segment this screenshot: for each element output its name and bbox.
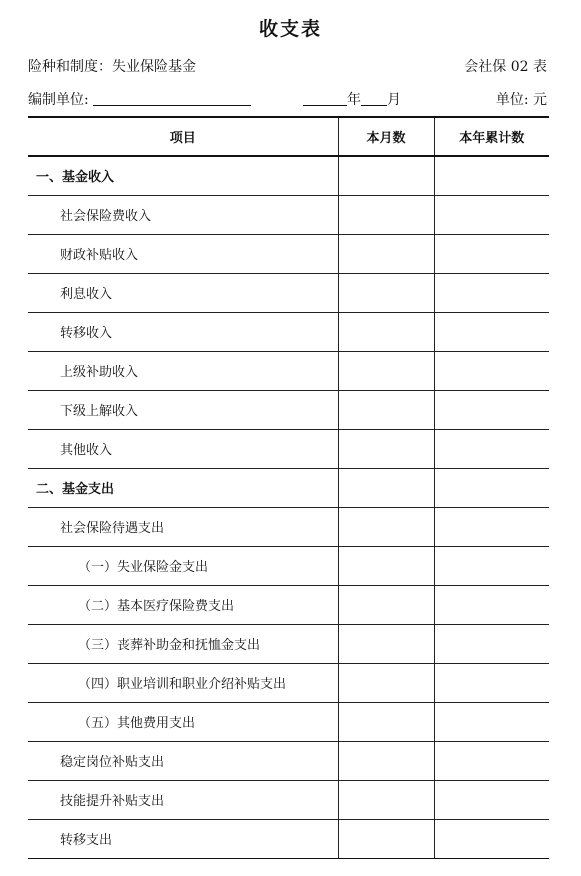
this-month-cell[interactable] [338,585,434,624]
year-to-date-cell[interactable] [434,390,549,429]
year-to-date-cell[interactable] [434,273,549,312]
table-row [28,234,549,273]
row-label: （四）职业培训和职业介绍补贴支出 [28,663,338,702]
header-year-to-date: 本年累计数 [434,117,549,156]
page-title: 收支表 [258,18,322,40]
year-to-date-cell[interactable] [434,702,549,741]
row-label: 社会保险费收入 [28,195,338,234]
this-month-cell[interactable] [338,156,434,195]
table-row [28,663,549,702]
reporting-unit-blank[interactable] [93,91,251,106]
this-month-cell[interactable] [338,390,434,429]
this-month-cell[interactable] [338,663,434,702]
year-to-date-cell[interactable] [434,234,549,273]
insurance-type-line [28,56,196,76]
form-code: 会社保 02 表 [464,59,547,75]
year-to-date-cell[interactable] [434,156,549,195]
table-row [28,585,549,624]
row-label: （一）失业保险金支出 [28,546,338,585]
this-month-cell[interactable] [338,741,434,780]
this-month-cell[interactable] [338,312,434,351]
row-label: 稳定岗位补贴支出 [28,741,338,780]
table-row [28,741,549,780]
table-row [28,429,549,468]
year-to-date-cell[interactable] [434,507,549,546]
income-expenditure-table [28,116,549,859]
table-row [28,273,549,312]
row-label: （三）丧葬补助金和抚恤金支出 [28,624,338,663]
reporting-unit-line [28,89,251,109]
year-to-date-cell[interactable] [434,195,549,234]
year-to-date-cell[interactable] [434,585,549,624]
table-row [28,507,549,546]
this-month-cell[interactable] [338,234,434,273]
table-row [28,546,549,585]
reporting-unit-label: 编制单位: [28,92,89,108]
row-label: （二）基本医疗保险费支出 [28,585,338,624]
year-blank[interactable] [303,91,347,106]
row-label: 二、基金支出 [28,468,338,507]
insurance-type-value: 失业保险基金 [112,59,196,75]
year-to-date-cell[interactable] [434,429,549,468]
this-month-cell[interactable] [338,351,434,390]
year-to-date-cell[interactable] [434,741,549,780]
this-month-cell[interactable] [338,195,434,234]
row-label: 其他收入 [28,429,338,468]
year-to-date-cell[interactable] [434,312,549,351]
period-line [303,89,401,109]
month-blank[interactable] [361,91,387,106]
year-to-date-cell[interactable] [434,663,549,702]
this-month-cell[interactable] [338,702,434,741]
row-label: （五）其他费用支出 [28,702,338,741]
row-label: 利息收入 [28,273,338,312]
table-row [28,819,549,858]
this-month-cell[interactable] [338,429,434,468]
table-row [28,390,549,429]
year-to-date-cell[interactable] [434,624,549,663]
insurance-type-label: 险种和制度： [28,59,112,75]
header-item: 项目 [28,117,338,156]
table-header-row [28,117,549,156]
year-to-date-cell[interactable] [434,351,549,390]
this-month-cell[interactable] [338,468,434,507]
year-to-date-cell[interactable] [434,546,549,585]
this-month-cell[interactable] [338,780,434,819]
currency-unit: 单位: 元 [495,92,547,108]
month-label: 月 [387,92,401,108]
header-this-month: 本月数 [338,117,434,156]
this-month-cell[interactable] [338,273,434,312]
row-label: 一、基金收入 [28,156,338,195]
this-month-cell[interactable] [338,546,434,585]
row-label: 下级上解收入 [28,390,338,429]
table-row [28,195,549,234]
row-label: 技能提升补贴支出 [28,780,338,819]
table-row [28,780,549,819]
table-row [28,312,549,351]
year-label: 年 [347,92,361,108]
year-to-date-cell[interactable] [434,468,549,507]
table-row [28,624,549,663]
table-row [28,702,549,741]
table-row [28,351,549,390]
row-label: 转移支出 [28,819,338,858]
table-row [28,468,549,507]
this-month-cell[interactable] [338,624,434,663]
row-label: 社会保险待遇支出 [28,507,338,546]
this-month-cell[interactable] [338,507,434,546]
row-label: 转移收入 [28,312,338,351]
table-row [28,156,549,195]
year-to-date-cell[interactable] [434,780,549,819]
this-month-cell[interactable] [338,819,434,858]
year-to-date-cell[interactable] [434,819,549,858]
row-label: 财政补贴收入 [28,234,338,273]
row-label: 上级补助收入 [28,351,338,390]
